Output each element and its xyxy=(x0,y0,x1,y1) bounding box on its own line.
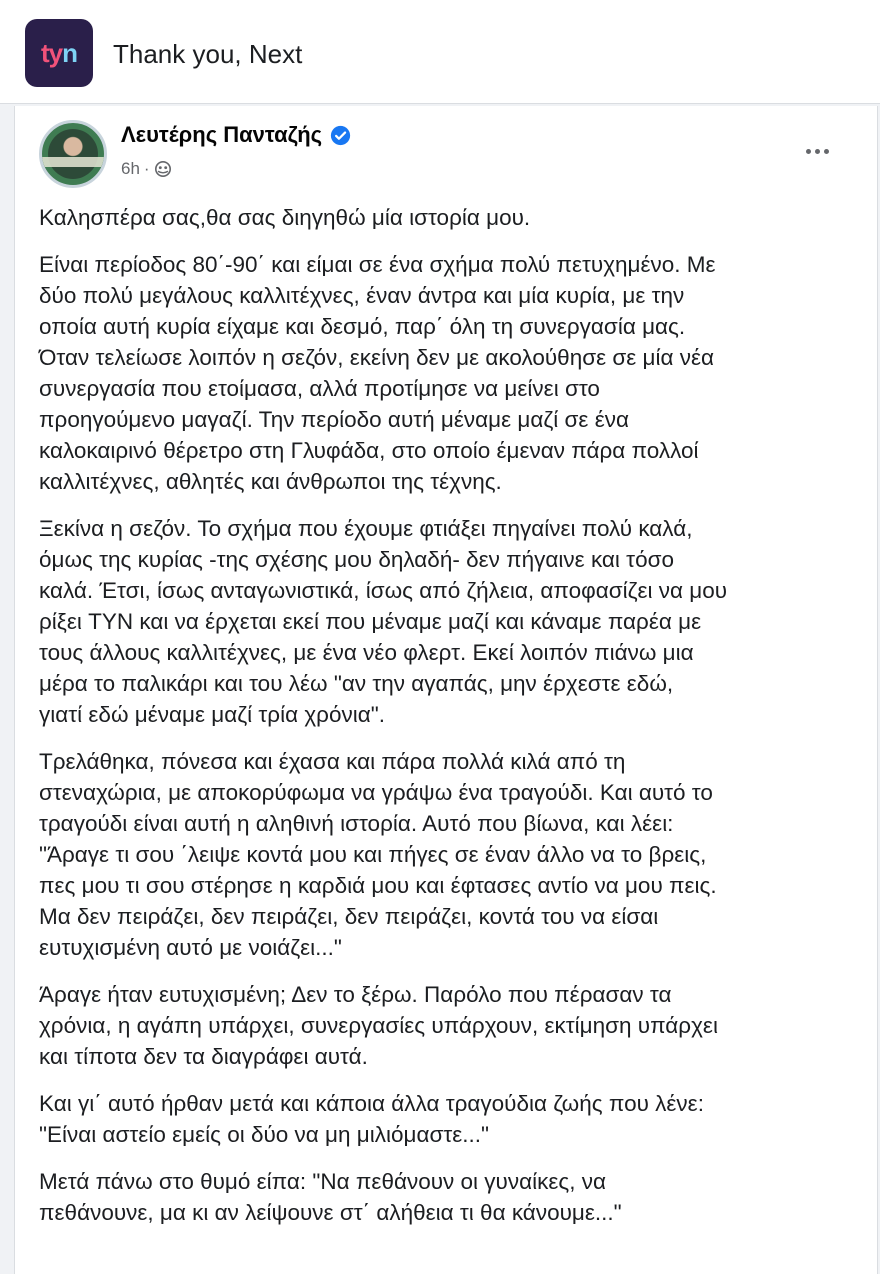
post-paragraph-4: Τρελάθηκα, πόνεσα και έχασα και πάρα πολλά κιλά από τη στεναχώρια, με αποκορύφωμα να γράψω ένα τραγούδι. Και αυτό το τραγούδι είναι αυτή η αληθινή ιστορία. Αυτό που βίωνα, και λέει: "Άραγε τι σου ΄λειψε κοντά μου και πήγες σε έναν άλλο να το βρεις, πες μου τι σου στέρησε η καρδιά μου και έφτασες αντίο να μου πεις. Μα δεν πειράζει, δεν πειράζει, δεν πειράζει, κοντά του να είσαι ευτυχισμένη αυτό με νοιάζει..." xyxy=(39,749,717,960)
post-paragraph-7: Μετά πάνω στο θυμό είπα: "Να πεθάνουν οι γυναίκες, να πεθάνουνε, μα κι αν λείψουνε στ΄ αλήθεια τι θα κάνουμε..." xyxy=(39,1169,622,1225)
brand-logo[interactable]: t y n xyxy=(25,19,93,87)
post-card xyxy=(14,106,878,1274)
post-paragraph-5: Άραγε ήταν ευτυχισμένη; Δεν το ξέρω. Παρόλο που πέρασαν τα χρόνια, η αγάπη υπάρχει, συνεργασίες υπάρχουν, εκτίμηση υπάρχει και τίποτα δεν τα διαγράφει αυτά. xyxy=(39,982,718,1069)
brand-header xyxy=(0,0,880,104)
more-options-icon[interactable] xyxy=(797,136,837,166)
post-paragraph-2: Είναι περίοδος 80΄-90΄ και είμαι σε ένα σχήμα πολύ πετυχημένο. Με δύο πολύ μεγάλους καλλιτέχνες, έναν άντρα και μία κυρία, με την οποία αυτή κυρία είχαμε και δεσμό, παρ΄ όλη τη συνεργασία μας. Όταν τελείωσε λοιπόν η σεζόν, εκείνη δεν με ακολούθησε σε μία νέα συνεργασία που ετοίμασα, αλλά προτίμησε να μείνει στο προηγούμενο μαγαζί. Την περίοδο αυτή μέναμε μαζί σε ένα καλοκαιρινό θέρετρο στη Γλυφάδα, στο οποίο έμεναν πάρα πολλοί καλλιτέχνες, αθλητές και άνθρωποι της τέχνης. xyxy=(39,252,716,494)
post-paragraph-1: Καλησπέρα σας,⁣θα σας διηγηθώ μία ιστορία μου. xyxy=(39,205,531,230)
brand-title[interactable]: Thank you, Next xyxy=(113,39,303,69)
post-paragraph-3: Ξεκίνα η σεζόν. Το σχήμα που έχουμε φτιάξει πηγαίνει πολύ καλά, όμως της κυρίας -της σχέσης μου δηλαδή- δεν πήγαινε και τόσο καλά. Έτσι, ίσως ανταγωνιστικά, ίσως από ζήλεια, αποφασίζει να μου ρίξει TYN και να έρχεται εκεί που μέναμε μαζί και κάναμε παρέα με τους άλλους καλλιτέχνες, με ένα νέο φλερτ. Εκεί λοιπόν πιάνω μια μέρα το παλικάρι και του λέω "αν την αγαπάς, μην έρχεστε εδώ, γιατί εδώ μέναμε μαζί τρία χρόνια". xyxy=(39,516,728,727)
verified-badge-icon xyxy=(330,125,351,146)
meta-separator: · xyxy=(143,159,150,178)
avatar[interactable] xyxy=(39,120,107,188)
post-paragraph-6: Και γι΄ αυτό ήρθαν μετά και κάποια άλλα τραγούδια ζωής που λένε: "Είναι αστείο εμείς οι δύο να μη μιλιόμαστε..." xyxy=(39,1091,704,1147)
post-time[interactable]: 6h xyxy=(121,159,140,178)
post-body xyxy=(39,202,851,1244)
author-name-text[interactable]: Λευτέρης Πανταζής xyxy=(121,122,323,147)
globe-icon[interactable] xyxy=(154,160,172,178)
post-meta xyxy=(121,158,172,180)
author-name[interactable] xyxy=(121,121,351,149)
